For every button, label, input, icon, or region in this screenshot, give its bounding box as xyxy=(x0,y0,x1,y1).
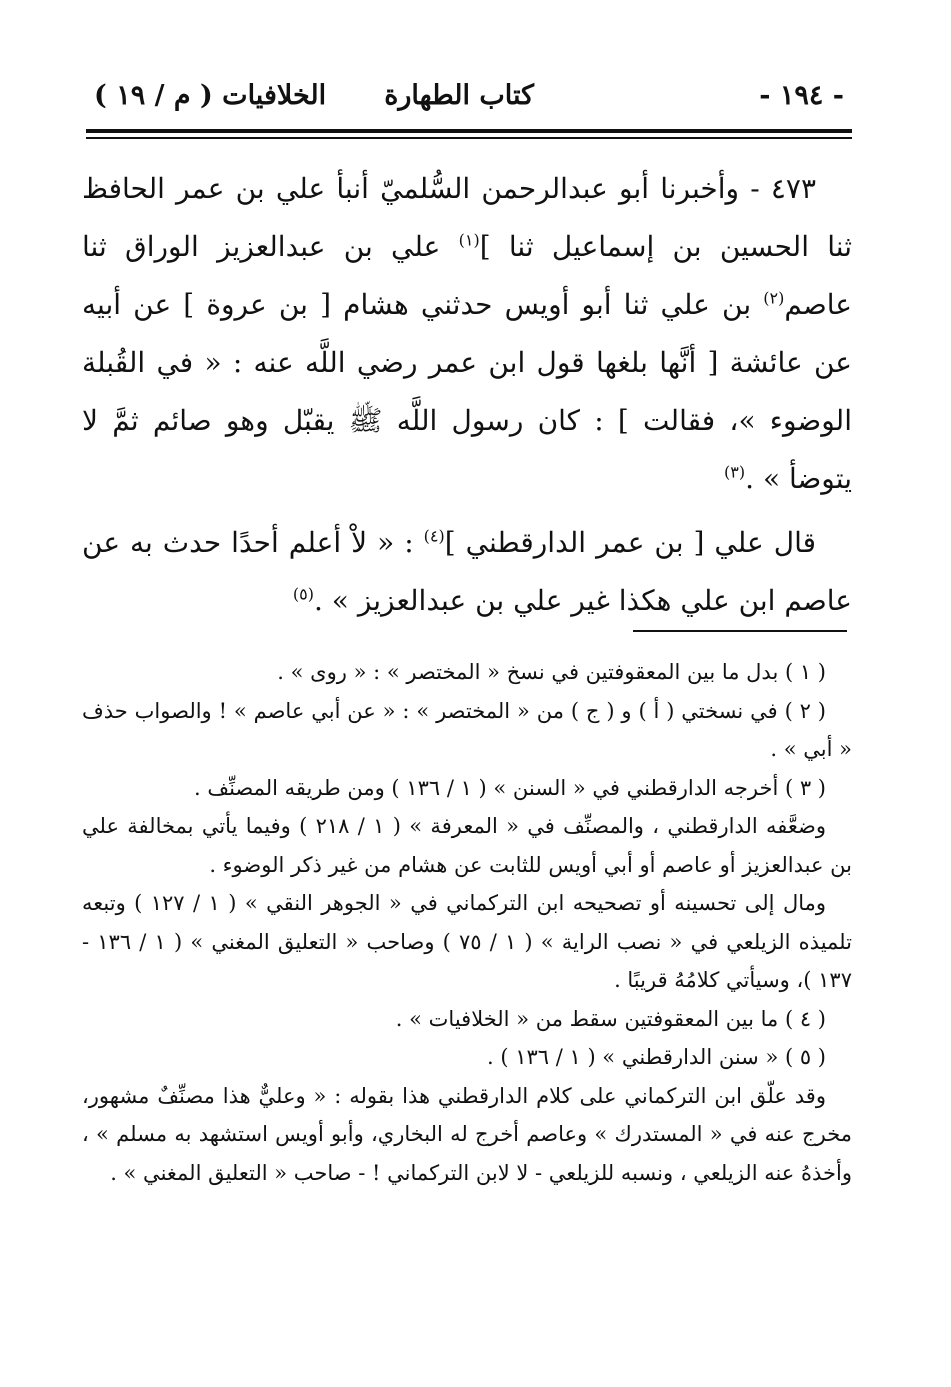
header-rule-thick xyxy=(86,129,852,133)
footnote-5-continuation: وقد علّق ابن التركماني على كلام الدارقطني هذا بقوله : « وعليٌّ هذا مصنِّفٌ مشهور، مخرج عنه في « المستدرك » وعاصم أخرج له البخاري، وأبو أويس استشهد به مسلم » ، وأخذهُ عنه الزيلعي ، ونسبه للزيلعي - لا لابن التركماني ! - صاحب « التعليق المغني » . xyxy=(82,1083,852,1185)
page-number: - ١٩٤ - xyxy=(759,80,844,111)
footnotes xyxy=(82,653,852,1192)
commentary-paragraph: قال علي [ بن عمر الدارقطني ]$^{(٤)}$ : « لاْ أعلم أحدًا حدث به عن عاصم ابن علي هكذا غير علي بن عبدالعزيز » .$^{(٥)}$ xyxy=(82,526,852,617)
footnote-marker: (٥) xyxy=(292,584,314,604)
footnote-marker: (٢) xyxy=(763,288,785,308)
footnote-1: ( ١ ) بدل ما بين المعقوفتين في نسخ « المختصر » : « روى » . xyxy=(277,660,826,684)
section-reference: الخلافيات ( م / ١٩ ) xyxy=(94,80,327,111)
footnote-5: ( ٥ ) « سنن الدارقطني » ( ١ / ١٣٦ ) . xyxy=(486,1045,826,1069)
header-rule-thin xyxy=(86,137,852,139)
footnote-separator xyxy=(633,630,847,632)
footnote-3: ( ٣ ) أخرجه الدارقطني في « السنن » ( ١ / ١٣٦ ) ومن طريقه المصنِّف . xyxy=(193,775,826,800)
footnote-4: ( ٤ ) ما بين المعقوفتين سقط من « الخلافيات » . xyxy=(395,1006,826,1031)
footnote-3-continuation-b: ومال إلى تحسينه أو تصحيحه ابن التركماني في « الجوهر النقي » ( ١ / ١٢٧ ) وتبعه تلميذه الزيلعي في « نصب الراية » ( ١ / ٧٥ ) وصاحب « التعليق المغني » ( ١ / ١٣٦ - ١٣٧ )، وسيأتي كلامُهُ قريبًا . xyxy=(82,891,852,992)
hadith-paragraph: ٤٧٣ - وأخبرنا أبو عبدالرحمن السُّلميّ أنبأ علي بن عمر الحافظ ثنا الحسين بن إسماعيل ثنا ]$^{(١)}$ علي بن عبدالعزيز الوراق ثنا عاصم$^{(٢)}$ بن علي ثنا أبو أويس حدثني هشام [ بن عروة ] عن أبيه عن عائشة [ أنَّها بلغها قول ابن عمر رضي اللَّه عنه : « في القُبلة الوضوء »، فقالت ] : كان رسول اللَّه ﷺ يقبّل وهو صائم ثمَّ لا يتوضأ » .$^{(٣)}$ xyxy=(82,172,852,495)
footnote-3-continuation-a: وضعَّفه الدارقطني ، والمصنِّف في « المعرفة » ( ١ / ٢١٨ ) وفيما يأتي بمخالفة علي بن عبدالعزيز أو عاصم أو أبي أويس للثابت عن هشام من غير ذكر الوضوء . xyxy=(82,814,852,877)
book-title: كتاب الطهارة xyxy=(384,80,534,111)
main-text xyxy=(82,160,852,630)
footnote-2: ( ٢ ) في نسختي ( أ ) و ( ج ) من « المختصر » : « عن أبي عاصم » ! والصواب حذف « أبي » . xyxy=(82,698,852,761)
footnote-marker: (١) xyxy=(458,230,480,250)
page-header xyxy=(86,68,852,124)
footnote-marker: (٤) xyxy=(423,526,445,546)
footnote-marker: (٣) xyxy=(724,462,746,482)
